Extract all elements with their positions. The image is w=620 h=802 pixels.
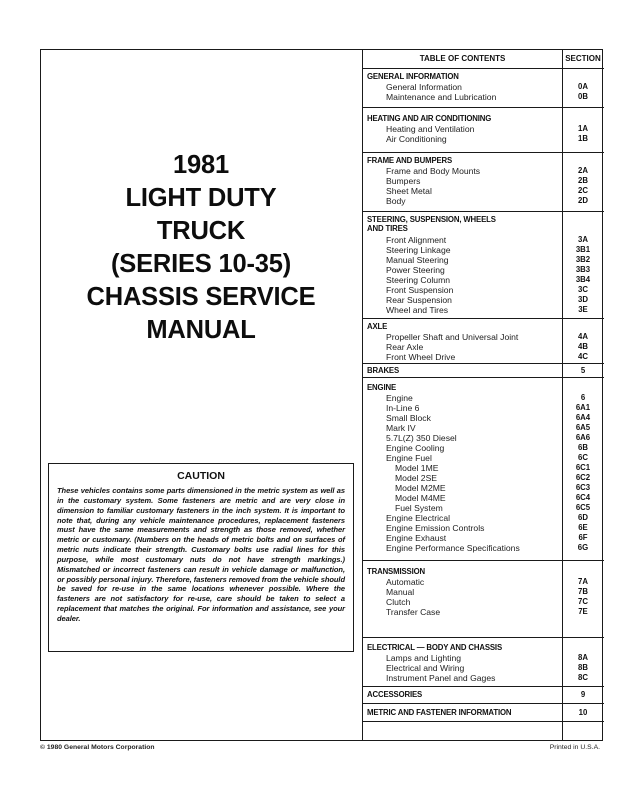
toc-row-label: Fuel System <box>395 503 443 513</box>
toc-row-label: Engine <box>386 393 413 403</box>
group-title: GENERAL INFORMATION <box>367 72 459 81</box>
printed-notice: Printed in U.S.A. <box>549 744 600 751</box>
toc-row-label: In-Line 6 <box>386 403 420 413</box>
caution-text: These vehicles contains some parts dimensioned in the metric system as well as in the customary system. Some fasteners are metric and are very close in dimension to familiar customary fasteners in the inch system. It is important to note that, during any vehicle maintenance procedures, replacement fasteners must have the same measurements and strength as those removed, whether metric or customary. (Numbers on the heads of metric bolts and on surfaces of metric nuts indicate their strength. Customary bolts use radial lines for this purpose, while most customary nuts do not have strength markings.) Mismatched or incorrect fasteners can result in vehicle damage or malfunction, or possibly personal injury. Therefore, fasteners removed from the vehicle should be saved for re-use in the same locations whenever possible. Where the fasteners are not satisfactory for re-use, care should be taken to select a replacement that matches the original. For information and assistance, see your dealer. <box>57 486 345 623</box>
toc-row[interactable] <box>363 393 604 403</box>
toc-row-label: Manual <box>386 587 415 597</box>
toc-row-code: 6D <box>578 513 588 522</box>
toc-row-label: Power Steering <box>386 265 445 275</box>
toc-row-label: Body <box>386 196 406 206</box>
toc-row-label: Model M4ME <box>395 493 446 503</box>
toc-row-code: 1A <box>578 124 588 133</box>
title-line-2: LIGHT DUTY <box>125 184 277 212</box>
toc-row-label: Rear Axle <box>386 342 424 352</box>
toc-row-code: 8B <box>578 663 588 672</box>
toc-group-engine <box>363 378 604 561</box>
toc-row-label: Frame and Body Mounts <box>386 166 481 176</box>
toc-row[interactable] <box>363 305 604 315</box>
toc-group-axle <box>363 319 604 364</box>
toc-row-label: Lamps and Lighting <box>386 653 462 663</box>
toc-row[interactable] <box>363 483 604 493</box>
toc-row[interactable] <box>363 166 604 176</box>
toc-row-code: 6A1 <box>575 403 591 412</box>
toc-row[interactable] <box>363 433 604 443</box>
toc-row-label: Front Suspension <box>386 285 454 295</box>
toc-row-label: Engine Emission Controls <box>386 523 485 533</box>
toc-row-label: Instrument Panel and Gages <box>386 673 496 683</box>
toc-row[interactable] <box>363 403 604 413</box>
toc-group-frame-bumpers <box>363 153 604 212</box>
toc-row-code: 9 <box>580 690 586 699</box>
toc-row-code: 6C2 <box>575 473 591 482</box>
toc-row[interactable] <box>363 543 604 553</box>
group-title: METRIC AND FASTENER INFORMATION <box>367 708 512 717</box>
toc-row-code: 8C <box>578 673 588 682</box>
toc-group-metric-fastener[interactable] <box>363 704 604 722</box>
toc-row-label: Engine Fuel <box>386 453 432 463</box>
toc-row[interactable] <box>363 245 604 255</box>
toc-row-label: General Information <box>386 82 462 92</box>
toc-row-code: 6A6 <box>575 433 591 442</box>
toc-row-code: 3E <box>578 305 588 314</box>
toc-row-label: Automatic <box>386 577 425 587</box>
toc-row[interactable] <box>363 275 604 285</box>
toc-row-code: 0B <box>578 92 588 101</box>
toc-row[interactable] <box>363 82 604 92</box>
toc-row-label: Propeller Shaft and Universal Joint <box>386 332 519 342</box>
toc-row-code: 2C <box>578 186 588 195</box>
toc-row-label: Mark IV <box>386 423 416 433</box>
toc-row[interactable] <box>363 513 604 523</box>
toc-row-label: Steering Linkage <box>386 245 451 255</box>
group-title: BRAKES <box>367 366 400 375</box>
toc-row[interactable] <box>363 577 604 587</box>
toc-row[interactable] <box>363 673 604 683</box>
toc-row-code: 7C <box>578 597 588 606</box>
title-line-3: TRUCK <box>156 217 246 245</box>
toc-row-code: 3B4 <box>575 275 591 284</box>
toc-row-label: Manual Steering <box>386 255 449 265</box>
group-title: AXLE <box>367 322 388 331</box>
toc-row-code: 6E <box>578 523 588 532</box>
toc-row-code: 3A <box>578 235 588 244</box>
toc-row[interactable] <box>363 463 604 473</box>
toc-row[interactable] <box>363 134 604 144</box>
toc-row-code: 3D <box>578 295 588 304</box>
caution-box <box>48 463 354 652</box>
toc-row[interactable] <box>363 443 604 453</box>
toc-row-label: Bumpers <box>386 176 421 186</box>
toc-header-label: TABLE OF CONTENTS <box>419 54 506 63</box>
toc-row[interactable] <box>363 285 604 295</box>
toc-row-code: 3C <box>578 285 588 294</box>
toc-row-code: 6A4 <box>575 413 591 422</box>
toc-row-code: 5 <box>580 366 586 375</box>
toc-row[interactable] <box>363 196 604 206</box>
toc-row-label: Engine Performance Specifications <box>386 543 520 553</box>
toc-row-code: 6C4 <box>575 493 591 502</box>
toc-row-code: 10 <box>578 708 588 717</box>
toc-row[interactable] <box>363 255 604 265</box>
toc-row-code: 6F <box>578 533 588 542</box>
group-title-line2: AND TIRES <box>367 224 408 233</box>
toc-row-label: Transfer Case <box>386 607 441 617</box>
toc-row[interactable] <box>363 453 604 463</box>
group-title: ENGINE <box>367 383 396 392</box>
toc-row-code: 3B2 <box>575 255 591 264</box>
group-title: ELECTRICAL — BODY AND CHASSIS <box>367 643 502 652</box>
toc-row[interactable] <box>363 342 604 352</box>
table-of-contents <box>362 49 603 741</box>
toc-row-label: Front Alignment <box>386 235 447 245</box>
toc-row-label: Engine Cooling <box>386 443 445 453</box>
toc-group-electrical <box>363 638 604 687</box>
caution-title: CAUTION <box>177 470 225 482</box>
toc-row[interactable] <box>363 413 604 423</box>
toc-row-label: Model 1ME <box>395 463 439 473</box>
toc-row-code: 2D <box>578 196 588 205</box>
toc-row-label: Electrical and Wiring <box>386 663 465 673</box>
toc-row[interactable] <box>363 523 604 533</box>
toc-row-code: 7A <box>578 577 588 586</box>
toc-row-code: 6B <box>578 443 588 452</box>
toc-row-label: Wheel and Tires <box>386 305 449 315</box>
toc-header-section: SECTION <box>565 54 601 63</box>
toc-group-heating-air-conditioning <box>363 108 604 153</box>
toc-row[interactable] <box>363 124 604 134</box>
toc-row-code: 0A <box>578 82 588 91</box>
toc-row[interactable] <box>363 235 604 245</box>
toc-group-transmission <box>363 561 604 638</box>
toc-group-brakes[interactable] <box>363 364 604 378</box>
title-line-5: CHASSIS SERVICE <box>86 283 316 311</box>
toc-group-general-information <box>363 69 604 108</box>
toc-row-label: Front Wheel Drive <box>386 352 456 362</box>
toc-row[interactable] <box>363 186 604 196</box>
toc-row[interactable] <box>363 533 604 543</box>
copyright-notice: © 1980 General Motors Corporation <box>40 744 155 751</box>
toc-row-label: Heating and Ventilation <box>386 124 475 134</box>
toc-row[interactable] <box>363 597 604 607</box>
toc-row[interactable] <box>363 92 604 102</box>
toc-row[interactable] <box>363 503 604 513</box>
toc-row-label: Clutch <box>386 597 411 607</box>
toc-row-code: 1B <box>578 134 588 143</box>
toc-row-code: 6A5 <box>575 423 591 432</box>
toc-row-label: Engine Exhaust <box>386 533 447 543</box>
toc-row-label: Rear Suspension <box>386 295 452 305</box>
toc-row[interactable] <box>363 352 604 362</box>
toc-row[interactable] <box>363 473 604 483</box>
toc-row-code: 4C <box>578 352 588 361</box>
cover-panel <box>40 49 362 741</box>
toc-row-label: 5.7L(Z) 350 Diesel <box>386 433 457 443</box>
manual-title <box>40 149 362 347</box>
toc-row-code: 6C3 <box>575 483 591 492</box>
toc-row[interactable] <box>363 587 604 597</box>
toc-row[interactable] <box>363 493 604 503</box>
toc-row[interactable] <box>363 653 604 663</box>
toc-row-label: Model M2ME <box>395 483 446 493</box>
toc-row-code: 7B <box>578 587 588 596</box>
toc-row[interactable] <box>363 265 604 275</box>
toc-row-code: 7E <box>578 607 588 616</box>
toc-row-code: 4A <box>578 332 588 341</box>
toc-row-label: Maintenance and Lubrication <box>386 92 497 102</box>
toc-row[interactable] <box>363 332 604 342</box>
toc-row-code: 4B <box>578 342 588 351</box>
toc-row[interactable] <box>363 423 604 433</box>
toc-row[interactable] <box>363 176 604 186</box>
group-title: FRAME AND BUMPERS <box>367 156 453 165</box>
toc-row-code: 6 <box>580 393 586 402</box>
toc-row-label: Model 2SE <box>395 473 438 483</box>
title-line-6: MANUAL <box>146 316 256 344</box>
toc-header <box>363 49 604 69</box>
toc-row[interactable] <box>363 295 604 305</box>
title-line-year: 1981 <box>173 151 229 179</box>
toc-group-steering-suspension <box>363 212 604 319</box>
toc-row[interactable] <box>363 663 604 673</box>
toc-row-code: 3B3 <box>575 265 591 274</box>
toc-row-label: Steering Column <box>386 275 451 285</box>
toc-row-code: 2A <box>578 166 588 175</box>
group-title: STEERING, SUSPENSION, WHEELS <box>367 215 496 224</box>
group-title: HEATING AND AIR CONDITIONING <box>367 114 492 123</box>
toc-row-label: Sheet Metal <box>386 186 432 196</box>
title-line-4: (SERIES 10-35) <box>110 250 292 278</box>
toc-row-code: 6C1 <box>575 463 591 472</box>
toc-group-accessories[interactable] <box>363 687 604 704</box>
toc-row-code: 8A <box>578 653 588 662</box>
toc-row-code: 6G <box>577 543 589 552</box>
group-title: ACCESSORIES <box>367 690 423 699</box>
toc-row-code: 2B <box>578 176 588 185</box>
group-title: TRANSMISSION <box>367 567 425 576</box>
toc-row[interactable] <box>363 607 604 617</box>
toc-row-label: Engine Electrical <box>386 513 451 523</box>
toc-row-label: Small Block <box>386 413 431 423</box>
toc-row-label: Air Conditioning <box>386 134 447 144</box>
toc-row-code: 6C <box>578 453 588 462</box>
toc-row-code: 6C5 <box>575 503 591 512</box>
toc-row-code: 3B1 <box>575 245 591 254</box>
